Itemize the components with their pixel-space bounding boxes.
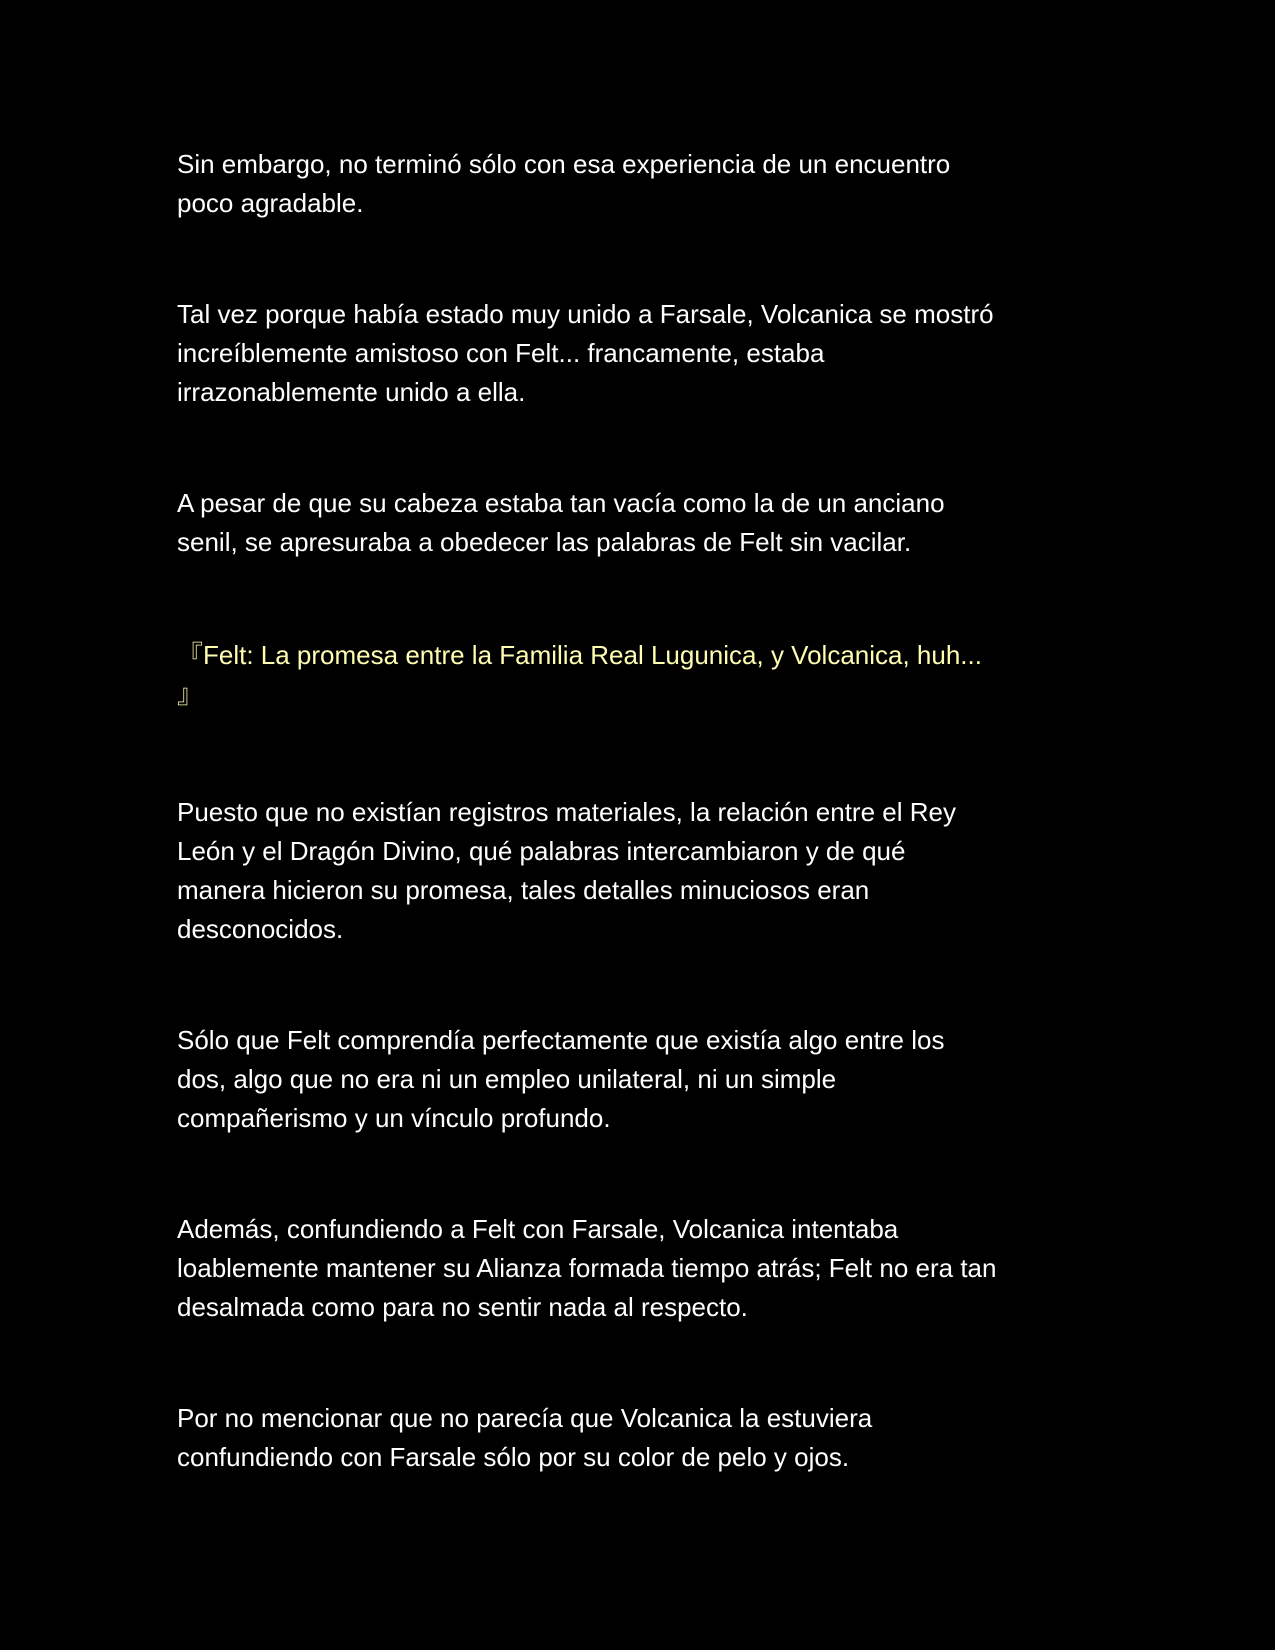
- paragraph: Sin embargo, no terminó sólo con esa experiencia de un encuentro poco agradable.: [177, 149, 951, 218]
- paragraph: Puesto que no existían registros materiales, la relación entre el Rey León y el Dragón Divino, qué palabras intercambiaron y de qué manera hicieron su promesa, tales detalles minuciosos eran desconocidos.: [177, 797, 956, 944]
- paragraph: Por no mencionar que no parecía que Volcanica la estuviera confundiendo con Farsale sólo por su color de pelo y ojos.: [177, 1403, 873, 1472]
- paragraph: Sólo que Felt comprendía perfectamente que existía algo entre los dos, algo que no era ni un empleo unilateral, ni un simple compañerismo y un vínculo profundo.: [177, 1025, 945, 1133]
- paragraph: A pesar de que su cabeza estaba tan vacía como la de un anciano senil, se apresuraba a obedecer las palabras de Felt sin vacilar.: [177, 488, 945, 557]
- paragraph: Además, confundiendo a Felt con Farsale, Volcanica intentaba loablemente mantener su Alianza formada tiempo atrás; Felt no era tan desalmada como para no sentir nada al respecto.: [177, 1214, 997, 1322]
- paragraph: Tal vez porque había estado muy unido a Farsale, Volcanica se mostró increíblemente amistoso con Felt... francamente, estaba irrazonablemente unido a ella.: [177, 299, 994, 407]
- dialogue-line: 『Felt: La promesa entre la Familia Real Lugunica, y Volcanica, huh... 』: [177, 640, 982, 709]
